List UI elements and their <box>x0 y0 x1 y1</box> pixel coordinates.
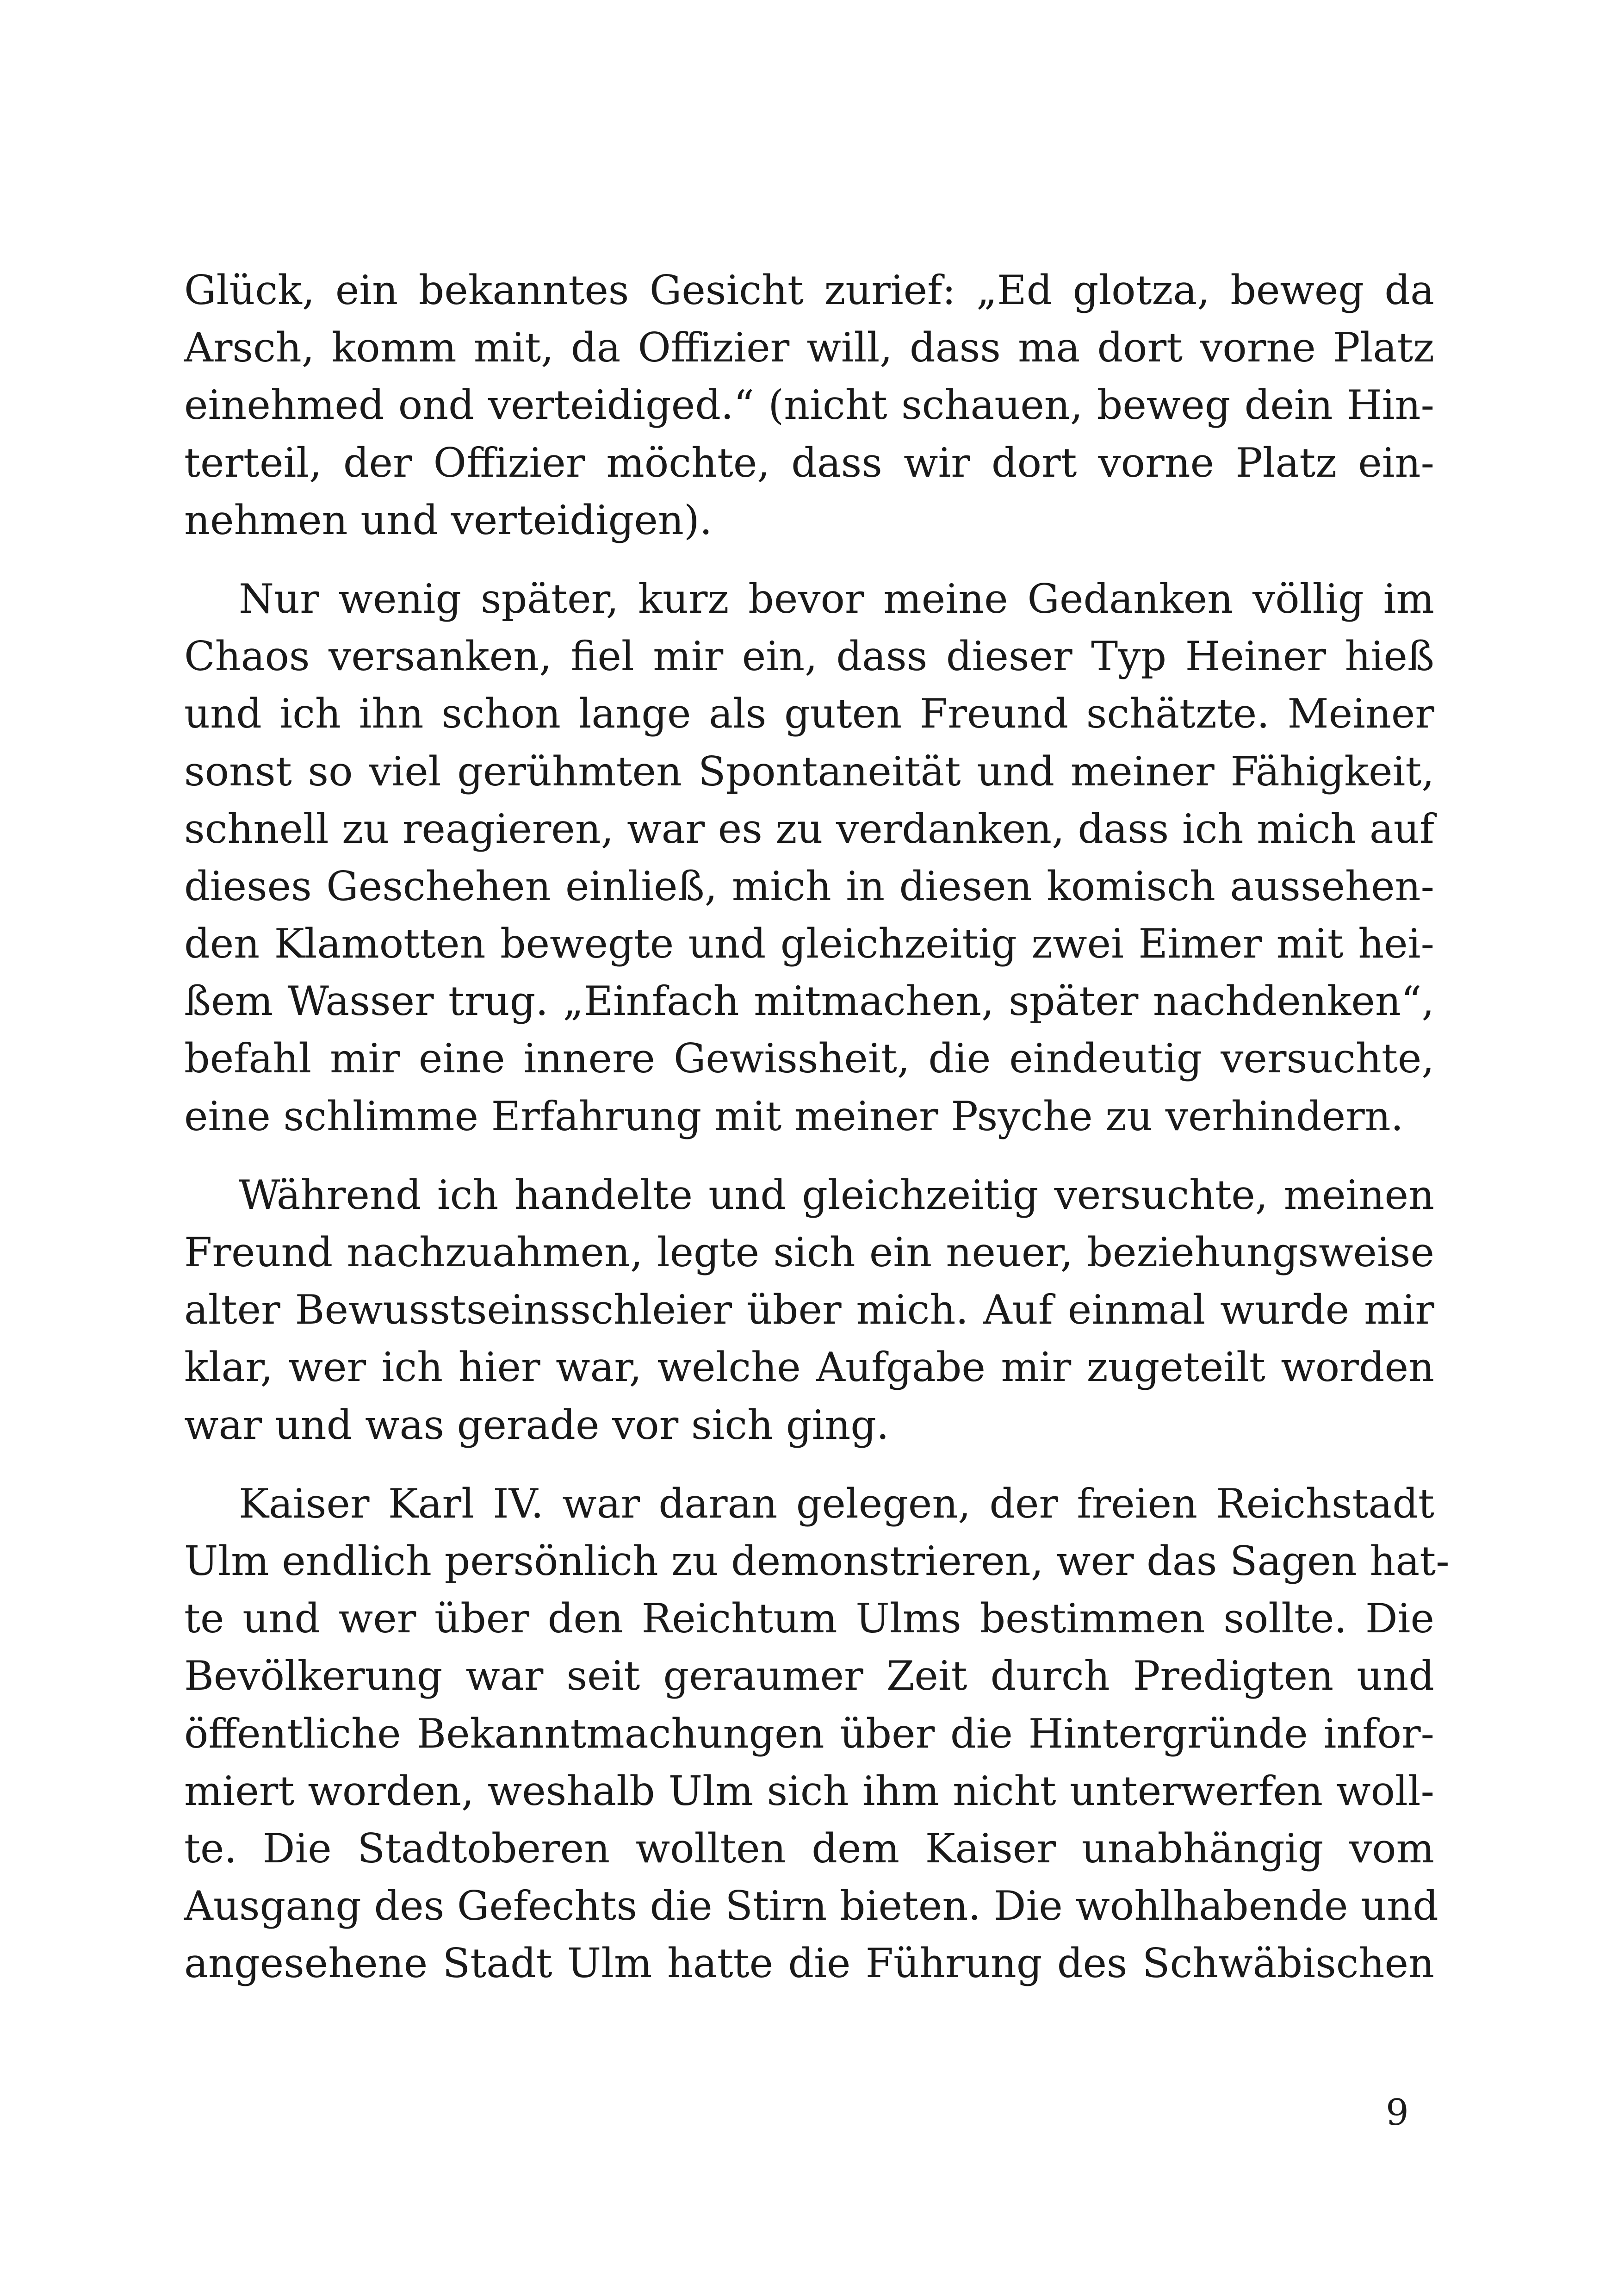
page-number: 9 <box>1386 2092 1409 2134</box>
text-line: öffentliche Bekanntmachungen über die Hintergründe infor- <box>184 1710 1434 1757</box>
text-line: Ulm endlich persönlich zu demonstrieren, wer das Sagen hat- <box>184 1537 1450 1585</box>
text-line: Ausgang des Gefechts die Stirn bieten. Die wohlhabende und <box>184 1882 1438 1930</box>
text-line: te. Die Stadtoberen wollten dem Kaiser unabhängig vom <box>184 1824 1434 1872</box>
text-line: klar, wer ich hier war, welche Aufgabe mir zugeteilt worden <box>184 1344 1434 1391</box>
text-line: terteil, der Offizier möchte, dass wir dort vorne Platz ein- <box>184 439 1434 486</box>
text-line: Während ich handelte und gleichzeitig versuchte, meinen <box>239 1171 1434 1219</box>
text-line: eine schlimme Erfahrung mit meiner Psyche zu verhindern. <box>184 1092 1404 1140</box>
text-line: Glück, ein bekanntes Gesicht zurief: „Ed glotza, beweg da <box>184 267 1434 314</box>
text-line: Kaiser Karl IV. war daran gelegen, der freien Reichstadt <box>239 1480 1434 1527</box>
text-line: dieses Geschehen einließ, mich in diesen komisch aussehen- <box>184 862 1434 910</box>
text-line: te und wer über den Reichtum Ulms bestimmen sollte. Die <box>184 1595 1434 1643</box>
paragraph <box>184 1475 1450 1992</box>
paragraph <box>184 570 1434 1145</box>
paragraph-gap <box>184 1454 1434 1475</box>
text-line: Bevölkerung war seit geraumer Zeit durch Predigten und <box>184 1652 1434 1700</box>
text-line: und ich ihn schon lange als guten Freund schätzte. Meiner <box>184 690 1434 738</box>
text-line: schnell zu reagieren, war es zu verdanken, dass ich mich auf <box>184 805 1434 852</box>
text-line: ßem Wasser trug. „Einfach mitmachen, später nachdenken“, <box>184 977 1434 1025</box>
text-line: sonst so viel gerühmten Spontaneität und meiner Fähigkeit, <box>184 747 1434 795</box>
text-line: Freund nachzuahmen, legte sich ein neuer, beziehungsweise <box>184 1229 1434 1276</box>
paragraph-gap <box>184 1145 1434 1166</box>
text-line: Nur wenig später, kurz bevor meine Gedanken völlig im <box>239 575 1434 622</box>
text-line: den Klamotten bewegte und gleichzeitig zwei Eimer mit hei- <box>184 920 1434 968</box>
text-line: Chaos versanken, fiel mir ein, dass dieser Typ Heiner hieß <box>184 633 1434 680</box>
body-text <box>184 261 1450 1992</box>
paragraph <box>184 1166 1434 1454</box>
text-line: alter Bewusstseinsschleier über mich. Auf einmal wurde mir <box>184 1286 1434 1334</box>
text-line: Arsch, komm mit, da Offizier will, dass ma dort vorne Platz <box>184 324 1434 372</box>
text-line: einehmed ond verteidiged.“ (nicht schauen, beweg dein Hin- <box>184 381 1434 429</box>
paragraph <box>184 261 1434 549</box>
paragraph-gap <box>184 549 1434 570</box>
text-line: befahl mir eine innere Gewissheit, die eindeutig versuchte, <box>184 1035 1434 1083</box>
text-line: nehmen und verteidigen). <box>184 496 713 544</box>
text-line: angesehene Stadt Ulm hatte die Führung des Schwäbischen <box>184 1940 1434 1987</box>
text-line: miert worden, weshalb Ulm sich ihm nicht unterwerfen woll- <box>184 1767 1434 1815</box>
text-line: war und was gerade vor sich ging. <box>184 1401 889 1449</box>
